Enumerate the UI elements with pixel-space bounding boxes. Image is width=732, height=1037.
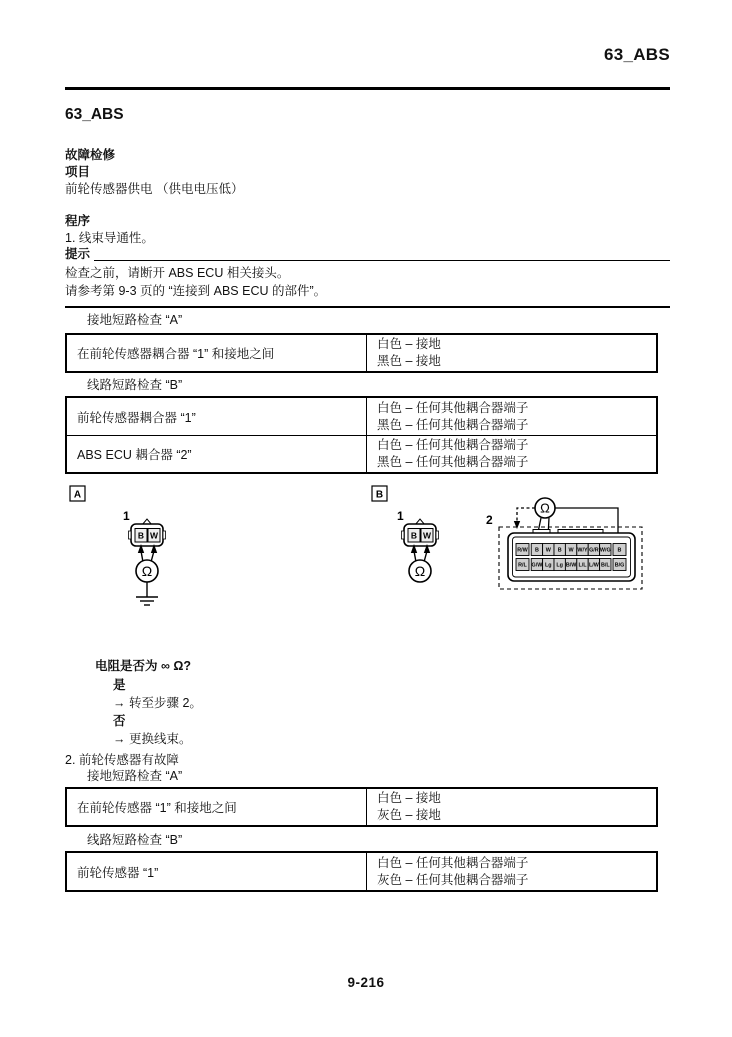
connector-1-label: 1 [397,509,404,523]
pin-label: B [557,547,562,554]
item-heading: 项目 [65,165,91,179]
terminal-label: W [422,530,432,541]
section-title: 63_ABS [65,106,124,123]
pin-label: B/W [565,562,577,569]
pin-label: B/L [600,562,610,569]
pin-label: R/W [517,547,528,554]
pin-label: B [534,547,539,554]
tip-underline [94,260,670,261]
wiring-check-heading-2: 线路短路检查 “B” [87,833,183,847]
table-row [67,435,656,472]
terminal-label: W [149,530,159,541]
table-cell-item: 前轮传感器耦合器 “1” [67,398,367,435]
procedure-step1: 1. 线束导通性。 [65,231,154,245]
terminal-label: B [410,530,418,541]
sensor-connector-icon [129,519,166,546]
tip-line2: 请参考第 9-3 页的 “连接到 ABS ECU 的部件”。 [65,284,327,298]
table-cell-item: 在前轮传感器耦合器 “1” 和接地之间 [67,335,367,371]
table-cell-result [367,436,656,472]
ground-check-table-1 [65,333,658,373]
step2-title: 2. 前轮传感器有故障 [65,753,179,767]
item-text: 前轮传感器供电 （供电电压低） [65,182,244,196]
pin-label: W/G [599,547,611,554]
ohmmeter-icon [409,560,431,582]
diagram-a-label: A [73,489,82,501]
connector-2-label: 2 [486,513,493,527]
result-line: 黑色 – 接地 [377,354,441,368]
table-cell-item: 在前轮传感器 “1” 和接地之间 [67,789,367,825]
pin-label: B/G [614,562,625,569]
terminal-label: B [137,530,145,541]
yes-action: → 转至步骤 2。 [113,696,202,710]
connector-1-label: 1 [123,509,130,523]
ohm-symbol: Ω [540,500,550,516]
wiring-diagram [60,478,672,620]
header-rule [65,87,670,90]
table-row [67,853,656,890]
table-row [67,335,656,371]
table-row [67,789,656,825]
pin-label: Lg [545,562,552,569]
ground-check-heading-1: 接地短路检查 “A” [87,313,183,327]
result-line: 灰色 – 任何其他耦合器端子 [377,872,529,887]
procedure-block [65,213,154,247]
pin-label: L/W [588,562,599,569]
pin-label: G/R [589,547,599,554]
no-action: → 更换线束。 [113,732,192,746]
no-label: 否 [113,714,126,728]
tip-line1: 检查之前，请断开 ABS ECU 相关接头。 [65,266,290,280]
result-answers [113,676,202,748]
result-line: 白色 – 任何其他耦合器端子 [377,855,529,870]
ground-check-table-2 [65,787,658,827]
procedure-heading: 程序 [65,214,91,228]
tip-label: 提示 [65,247,91,261]
table-cell-item: 前轮传感器 “1” [67,853,367,890]
sensor-connector-icon [402,519,439,546]
pin-label: W [545,547,551,554]
ohm-symbol: Ω [414,563,426,579]
tip-body [65,264,326,300]
footer-page-number: 9-216 [347,975,385,990]
diagram-a [70,486,166,605]
ohm-symbol: Ω [141,563,153,579]
intro-block [65,147,243,198]
page-header-title: 63_ABS [603,45,670,64]
tip-row [65,246,670,263]
ohmmeter-icon [136,560,158,582]
diagram-b-label: B [375,489,384,501]
result-line: 白色 – 任何其他耦合器端子 [377,438,529,452]
table-cell-result [367,398,656,435]
table-row [67,398,656,435]
result-line: 灰色 – 接地 [377,808,441,822]
result-line: 白色 – 接地 [377,337,441,351]
ground-icon [136,582,158,605]
pin-label: G/W [531,562,543,569]
table-cell-item: ABS ECU 耦合器 “2” [67,436,367,472]
table-cell-result [367,335,656,371]
wiring-check-heading-1: 线路短路检查 “B” [87,378,183,392]
result-line: 黑色 – 任何其他耦合器端子 [377,455,529,469]
pin-label: W/Y [577,547,588,554]
pin-label: L/L [578,562,587,569]
result-line: 白色 – 任何其他耦合器端子 [377,400,529,415]
pin-label: R/L [518,562,527,569]
ground-check-heading-2: 接地短路检查 “A” [87,769,183,783]
table-cell-result [367,853,656,890]
wiring-check-table-2 [65,851,658,892]
pin-label: B [617,547,622,554]
pin-label: Lg [556,562,563,569]
ohmmeter-icon [535,498,555,518]
yes-label: 是 [113,678,126,692]
tip-bottom-rule [65,306,670,308]
wiring-check-table-1 [65,396,658,474]
table-cell-result [367,789,656,825]
resistance-question: 电阻是否为 ∞ Ω? [95,659,192,673]
result-line: 白色 – 接地 [377,791,441,805]
result-line: 黑色 – 任何其他耦合器端子 [377,417,529,432]
diagram-b [372,486,642,589]
pin-label: W [568,547,574,554]
troubleshooting-heading: 故障检修 [65,148,116,162]
